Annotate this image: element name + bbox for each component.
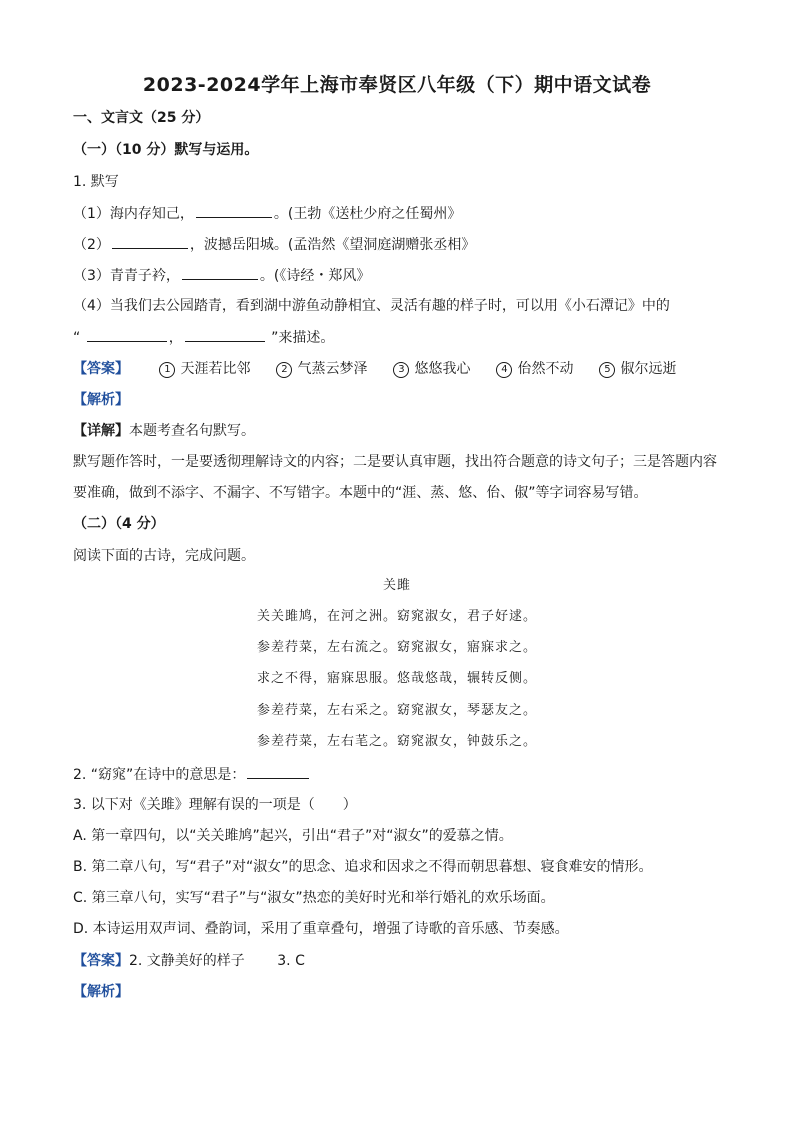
item3-prefix: （3）青青子衿， [73,268,180,284]
part2-intro: 阅读下面的古诗，完成问题。 [73,548,255,564]
detail-row [73,421,255,441]
poem-title: 关雎 [382,578,411,593]
answer-blank [182,265,258,280]
answer-text: 佁然不动 [517,361,574,377]
answer-blank [112,234,188,249]
answer-row-part1 [73,359,702,379]
dictation-item-3 [73,265,370,286]
answer-q3: 3. C [277,953,305,969]
answer-blank [185,327,265,342]
poem-line: 关关雎鸠，在河之洲。窈窕淑女，君子好逑。 [256,609,537,624]
answer-item [159,361,250,377]
dictation-item-1 [73,203,461,224]
poem-line: 求之不得，寤寐思服。悠哉悠哉，辗转反侧。 [256,671,537,686]
answer-number: 4 [496,362,512,378]
answer-text: 悠悠我心 [414,361,471,377]
quote-open: “ [73,330,81,346]
answer-blank [247,764,309,779]
part1-heading: （一）（10 分）默写与运用。 [73,142,259,158]
answer-tag: 【答案】 [73,361,129,377]
option-b: B. 第二章八句，写“君子”对“淑女”的思念、追求和因求之不得而朝思暮想、寝食难安的情形。 [73,859,653,875]
detail-tag: 【详解】 [73,423,129,439]
answer-blank [87,327,167,342]
page-title: 2023-2024学年上海市奉贤区八年级（下）期中语文试卷 [142,74,652,96]
answer-blank [196,203,272,218]
answer-text: 俶尔远逝 [620,361,677,377]
analysis-tag: 【解析】 [73,984,129,1000]
answer-list [159,361,702,377]
answer-text: 天涯若比邻 [180,361,251,377]
detail-text: 本题考查名句默写。 [129,423,255,439]
answer-row-part2 [73,951,305,971]
explanation-paragraph-line1: 默写题作答时，一是要透彻理解诗文的内容；二是要认真审题，找出符合题意的诗文句子；三是答题内容 [73,454,717,470]
item2-suffix: ，波撼岳阳城。(孟浩然《望洞庭湖赠张丞相》 [189,237,476,253]
question-2-text: 2. “窈窕”在诗中的意思是： [73,767,246,783]
question-2 [73,764,311,785]
comma: ， [168,330,183,346]
section-heading-classical-chinese: 一、文言文（25 分） [73,110,210,126]
explanation-paragraph-line2: 要准确，做到不添字、不漏字、不写错字。本题中的“涯、蒸、悠、佁、俶”等字词容易写错。 [73,485,648,501]
answer-number: 1 [159,362,175,378]
answer-tag: 【答案】 [73,953,129,969]
answer-item [276,361,367,377]
answer-number: 5 [599,362,615,378]
answer-text: 气蒸云梦泽 [297,361,368,377]
answer-number: 2 [276,362,292,378]
question-1-label: 1. 默写 [73,174,119,190]
poem-line: 参差荇菜，左右采之。窈窕淑女，琴瑟友之。 [256,703,537,718]
option-d: D. 本诗运用双声词、叠韵词，采用了重章叠句，增强了诗歌的音乐感、节奏感。 [73,921,569,937]
poem-line: 参差荇菜，左右流之。窈窕淑女，寤寐求之。 [256,640,537,655]
analysis-tag: 【解析】 [73,392,129,408]
answer-item [496,361,573,377]
answer-number: 3 [393,362,409,378]
item3-suffix: 。(《诗经・郑风》 [259,268,371,284]
answer-item [393,361,470,377]
item1-prefix: （1）海内存知己， [73,206,194,222]
dictation-item-2 [73,234,475,255]
item2-prefix: （2） [73,237,110,253]
quote-close: ”来描述。 [271,330,335,346]
item1-suffix: 。(王勃《送杜少府之任蜀州》 [273,206,462,222]
poem-line: 参差荇菜，左右芼之。窈窕淑女，钟鼓乐之。 [256,734,537,749]
dictation-item-4-line1: （4）当我们去公园踏青，看到湖中游鱼动静相宜、灵活有趣的样子时，可以用《小石潭记》中的 [73,298,670,314]
option-c: C. 第三章八句，实写“君子”与“淑女”热恋的美好时光和举行婚礼的欢乐场面。 [73,890,555,906]
answer-item [599,361,676,377]
dictation-item-4-line2 [73,327,334,348]
question-3: 3. 以下对《关雎》理解有误的一项是（ ） [73,797,357,813]
answer-q2: 2. 文静美好的样子 [129,953,245,969]
option-a: A. 第一章四句，以“关关雎鸠”起兴，引出“君子”对“淑女”的爱慕之情。 [73,828,513,844]
part2-heading: （二）（4 分） [73,516,165,532]
